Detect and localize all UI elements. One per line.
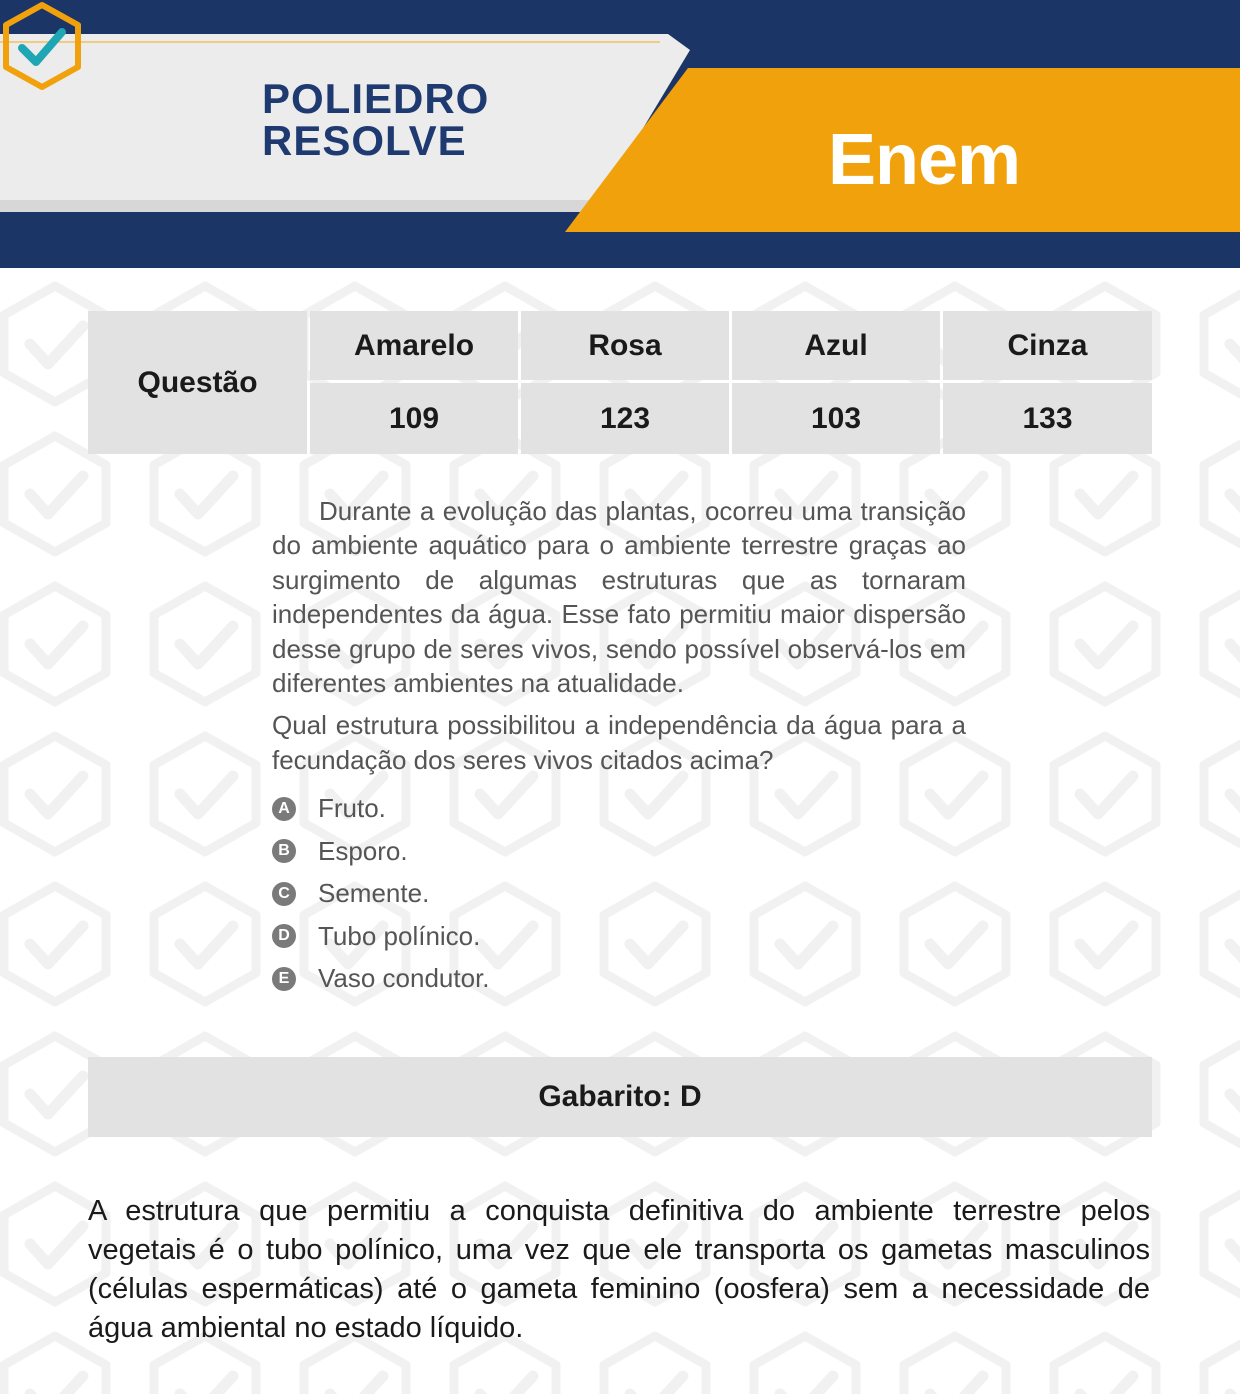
table-cell-amarelo: 109 [310,383,518,454]
option-text-c: Semente. [318,878,430,908]
option-letter-e: E [272,967,296,991]
option-letter-c: C [272,882,296,906]
resolution-text: A estrutura que permitiu a conquista definitiva do ambiente terrestre pelos vegetais é o tubo polínico, uma vez que ele transporta os gametas masculinos (células espermáticas) até o gameta feminino (oosfera) sem a necessidade de água ambiental no estado líquido. [88,1195,1150,1344]
option-text-d: Tubo polínico. [318,920,481,951]
question-block [272,494,966,1000]
option-text-b: Esporo. [318,835,408,866]
option-d[interactable] [272,915,966,958]
table-header-cinza: Cinza [943,311,1152,380]
option-letter-d: D [272,924,296,948]
option-e[interactable] [272,957,966,1000]
brand-logo-text [262,75,490,164]
table-header-amarelo: Amarelo [310,311,518,380]
check-hexagon-icon [0,0,84,92]
table-cell-azul: 103 [732,383,940,454]
table-header-rosa: Rosa [521,311,729,380]
option-letter-b: B [272,839,296,863]
exam-title: Enem [828,120,1021,200]
question-number-table [88,311,1152,454]
question-prompt: Qual estrutura possibilitou a independência da água para a fecundação dos seres vivos citados acima? [272,710,966,775]
brand-line-2: RESOLVE [262,117,467,164]
header-shapes [0,0,1240,268]
answer-key-text: Gabarito: D [538,1080,702,1113]
option-letter-a: A [272,797,296,821]
brand-line-1: POLIEDRO [262,75,490,122]
option-a[interactable] [272,787,966,830]
answer-key-bar [88,1057,1152,1137]
option-b[interactable] [272,830,966,873]
table-cell-rosa: 123 [521,383,729,454]
option-text-e: Vaso condutor. [318,963,490,993]
option-text-a: Fruto. [318,793,386,823]
table-row-header: Questão [88,311,307,454]
question-statement: Durante a evolução das plantas, ocorreu uma transição do ambiente aquático para o ambiente terrestre graças ao surgimento de algumas estruturas que as tornaram independentes da água. Esse fato permitiu maior dispersão desse grupo de seres vivos, sendo possível observá-los em diferentes ambientes na atualidade. [272,496,966,699]
table-cell-cinza: 133 [943,383,1152,454]
table-header-azul: Azul [732,311,940,380]
answer-options [272,787,966,1000]
header-banner [0,0,1240,268]
option-c[interactable] [272,872,966,915]
